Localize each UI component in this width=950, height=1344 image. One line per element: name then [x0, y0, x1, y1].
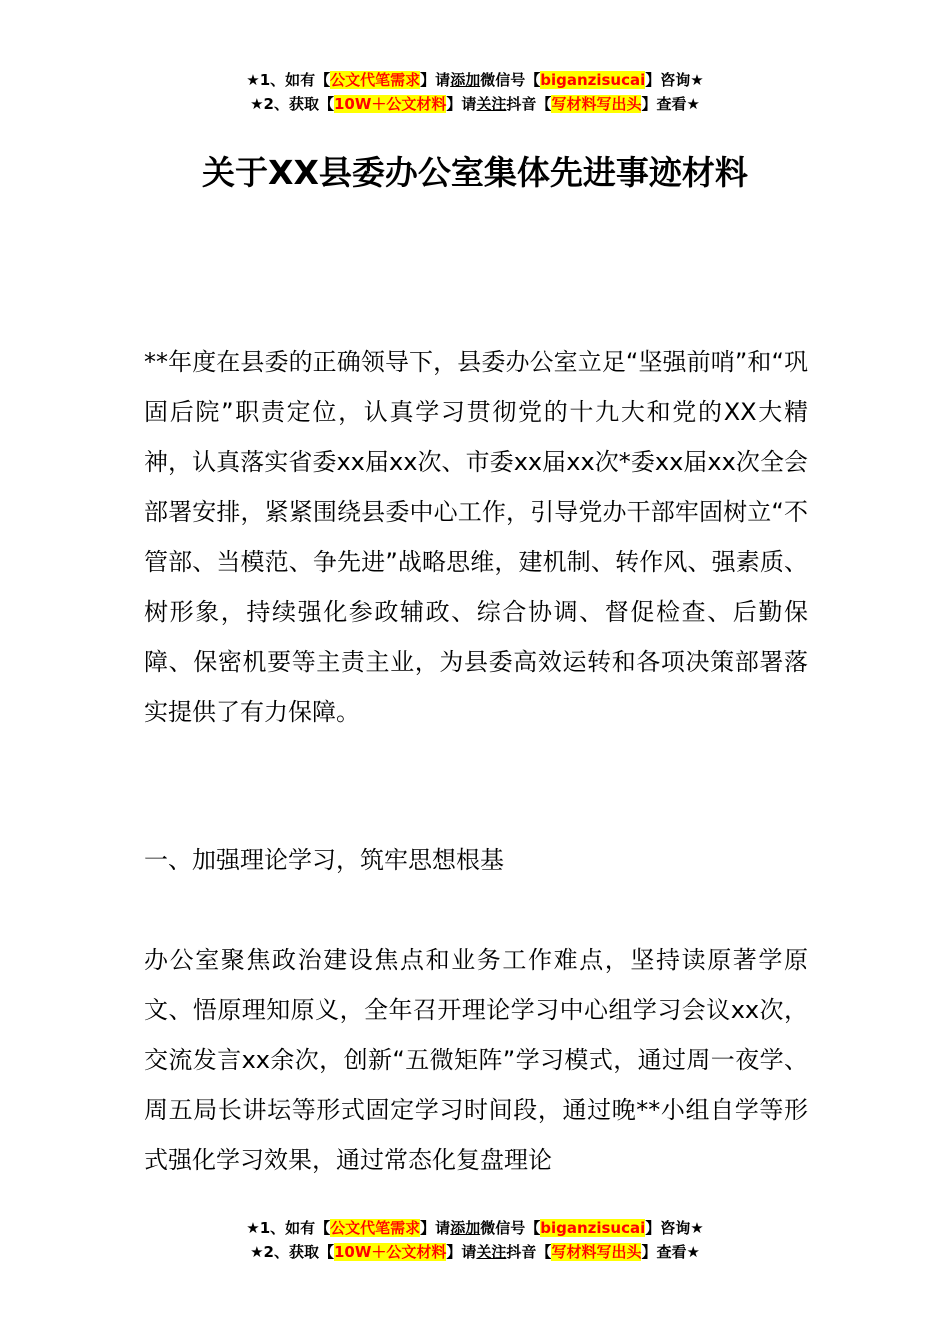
banner-highlight: 公文代笔需求 — [330, 71, 421, 89]
banner-highlight: 公文代笔需求 — [330, 1219, 421, 1237]
banner-douyin-id: 写材料写出头 — [551, 95, 642, 113]
banner-line-2: ★2、获取【10W＋公文材料】请关注抖音【写材料写出头】查看★ — [250, 95, 700, 113]
banner-line-1: ★1、如有【公文代笔需求】请添加微信号【biganzisucai】咨询★ — [246, 1219, 704, 1237]
banner-highlight: 10W＋公文材料 — [333, 1243, 447, 1261]
banner-highlight: 10W＋公文材料 — [333, 95, 447, 113]
banner-wechat-id: biganzisucai — [540, 71, 646, 89]
document-title: 关于XX县委办公室集体先进事迹材料 — [202, 153, 748, 192]
banner-line-1: ★1、如有【公文代笔需求】请添加微信号【biganzisucai】咨询★ — [246, 71, 704, 89]
banner-line-2: ★2、获取【10W＋公文材料】请关注抖音【写材料写出头】查看★ — [250, 1243, 700, 1261]
paragraph-section-1: 办公室聚焦政治建设焦点和业务工作难点，坚持读原著学原文、悟原理知原义，全年召开理论学习中心组学习会议xx次，交流发言xx余次，创新“五微矩阵”学习模式，通过周一夜学、周五局长讲坛等形式固定学习时间段，通过晚**小组自学等形式强化学习效果，通过常态化复盘理论 — [144, 946, 808, 1174]
banner-douyin-id: 写材料写出头 — [551, 1243, 642, 1261]
footer-banner — [0, 1216, 950, 1264]
banner-wechat-id: biganzisucai — [540, 1219, 646, 1237]
paragraph-intro: **年度在县委的正确领导下，县委办公室立足“坚强前哨”和“巩固后院”职责定位，认真学习贯彻党的十九大和党的XX大精神，认真落实省委xx届xx次、市委xx届xx次*委xx届xx次全会部署安排，紧紧围绕县委中心工作，引导党办干部牢固树立“不管部、当模范、争先进”战略思维，建机制、转作风、强素质、树形象，持续强化参政辅政、综合协调、督促检查、后勤保障、保密机要等主责主业，为县委高效运转和各项决策部署落实提供了有力保障。 — [144, 348, 808, 726]
header-banner — [0, 68, 950, 116]
section-heading-1: 一、加强理论学习，筑牢思想根基 — [144, 846, 504, 874]
